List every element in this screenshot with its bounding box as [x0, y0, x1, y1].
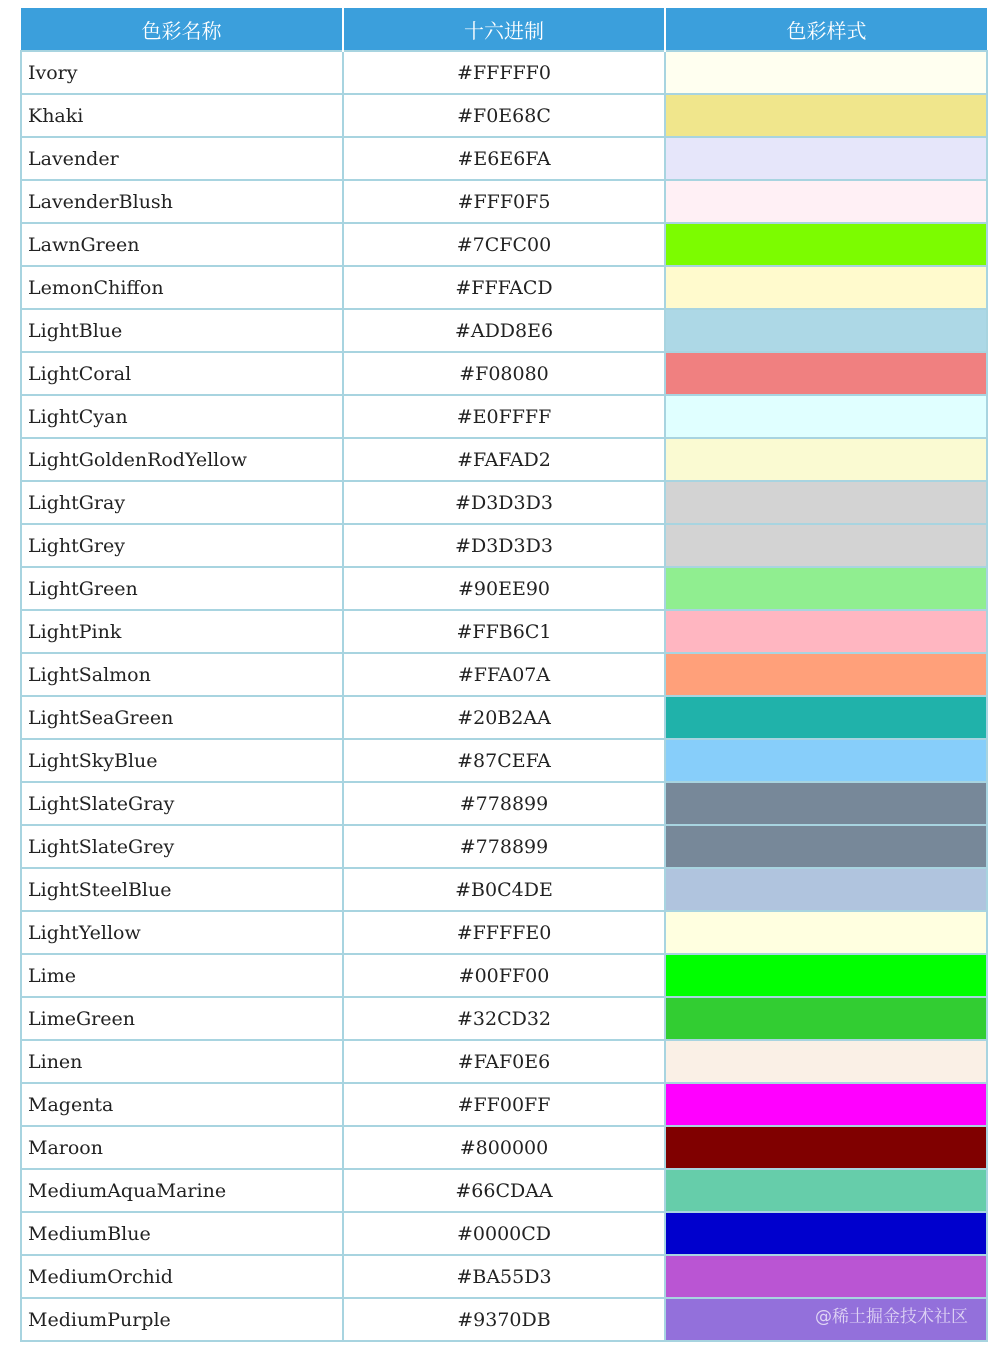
hex-code-cell: #00FF00	[343, 954, 665, 997]
table-row	[21, 911, 987, 954]
color-swatch	[665, 352, 987, 395]
hex-code-cell: #FFA07A	[343, 653, 665, 696]
table-row	[21, 997, 987, 1040]
table-row	[21, 352, 987, 395]
color-name-cell: LightYellow	[21, 911, 343, 954]
color-name-cell: LawnGreen	[21, 223, 343, 266]
table-row	[21, 696, 987, 739]
hex-code-cell: #32CD32	[343, 997, 665, 1040]
hex-code-cell: #778899	[343, 782, 665, 825]
table-header	[21, 8, 987, 51]
color-swatch	[665, 911, 987, 954]
color-swatch	[665, 825, 987, 868]
color-name-cell: LightGreen	[21, 567, 343, 610]
color-swatch	[665, 782, 987, 825]
color-name-cell: LightSeaGreen	[21, 696, 343, 739]
hex-code-cell: #FFFFE0	[343, 911, 665, 954]
table-row	[21, 1169, 987, 1212]
hex-code-cell: #FAFAD2	[343, 438, 665, 481]
hex-code-cell: #0000CD	[343, 1212, 665, 1255]
hex-code-cell: #90EE90	[343, 567, 665, 610]
hex-code-cell: #FAF0E6	[343, 1040, 665, 1083]
hex-code-cell: #7CFC00	[343, 223, 665, 266]
color-swatch	[665, 94, 987, 137]
watermark: @稀土掘金技术社区	[815, 1307, 968, 1327]
color-name-cell: MediumBlue	[21, 1212, 343, 1255]
color-swatch	[665, 137, 987, 180]
hex-code-cell: #ADD8E6	[343, 309, 665, 352]
table-row	[21, 1255, 987, 1298]
column-header-hex: 十六进制	[343, 8, 665, 51]
color-swatch	[665, 1083, 987, 1126]
hex-code-cell: #D3D3D3	[343, 524, 665, 567]
table-row	[21, 825, 987, 868]
table-row	[21, 1298, 987, 1341]
color-swatch	[665, 524, 987, 567]
color-swatch	[665, 1255, 987, 1298]
color-swatch	[665, 1169, 987, 1212]
column-header-name: 色彩名称	[21, 8, 343, 51]
color-swatch	[665, 997, 987, 1040]
color-swatch	[665, 266, 987, 309]
color-name-cell: LightBlue	[21, 309, 343, 352]
color-name-cell: LightCyan	[21, 395, 343, 438]
table-row	[21, 653, 987, 696]
color-swatch	[665, 1212, 987, 1255]
table-row	[21, 1083, 987, 1126]
hex-code-cell: #20B2AA	[343, 696, 665, 739]
table-body	[21, 51, 987, 1341]
hex-code-cell: #FFFFF0	[343, 51, 665, 94]
table-row	[21, 481, 987, 524]
header-row	[21, 8, 987, 51]
hex-code-cell: #FFFACD	[343, 266, 665, 309]
color-name-cell: MediumAquaMarine	[21, 1169, 343, 1212]
table-row	[21, 223, 987, 266]
table-row	[21, 395, 987, 438]
color-name-cell: LightSkyBlue	[21, 739, 343, 782]
hex-code-cell: #778899	[343, 825, 665, 868]
color-swatch	[665, 438, 987, 481]
color-swatch	[665, 1298, 987, 1341]
table-row	[21, 266, 987, 309]
color-name-cell: MediumOrchid	[21, 1255, 343, 1298]
color-name-cell: Lime	[21, 954, 343, 997]
table-row	[21, 954, 987, 997]
table-row	[21, 567, 987, 610]
color-name-cell: LightGray	[21, 481, 343, 524]
column-header-swatch: 色彩样式	[665, 8, 987, 51]
color-swatch	[665, 1040, 987, 1083]
color-swatch	[665, 309, 987, 352]
hex-code-cell: #FFF0F5	[343, 180, 665, 223]
color-swatch	[665, 610, 987, 653]
color-name-cell: Magenta	[21, 1083, 343, 1126]
color-name-cell: Khaki	[21, 94, 343, 137]
color-swatch	[665, 567, 987, 610]
color-name-cell: LightCoral	[21, 352, 343, 395]
color-name-cell: LightSlateGrey	[21, 825, 343, 868]
color-swatch	[665, 1126, 987, 1169]
hex-code-cell: #D3D3D3	[343, 481, 665, 524]
hex-code-cell: #F0E68C	[343, 94, 665, 137]
color-name-cell: LightGoldenRodYellow	[21, 438, 343, 481]
color-swatch	[665, 954, 987, 997]
color-name-cell: Lavender	[21, 137, 343, 180]
color-swatch	[665, 696, 987, 739]
color-name-cell: Maroon	[21, 1126, 343, 1169]
color-swatch	[665, 51, 987, 94]
table-row	[21, 782, 987, 825]
color-swatch	[665, 223, 987, 266]
hex-code-cell: #B0C4DE	[343, 868, 665, 911]
color-swatch	[665, 739, 987, 782]
table-row	[21, 94, 987, 137]
hex-code-cell: #FF00FF	[343, 1083, 665, 1126]
table-row	[21, 137, 987, 180]
color-table	[20, 8, 988, 1342]
hex-code-cell: #E0FFFF	[343, 395, 665, 438]
color-name-cell: LightSteelBlue	[21, 868, 343, 911]
table-row	[21, 51, 987, 94]
table-row	[21, 180, 987, 223]
color-name-cell: LimeGreen	[21, 997, 343, 1040]
hex-code-cell: #E6E6FA	[343, 137, 665, 180]
hex-code-cell: #87CEFA	[343, 739, 665, 782]
color-name-cell: MediumPurple	[21, 1298, 343, 1341]
hex-code-cell: #9370DB	[343, 1298, 665, 1341]
table-row	[21, 1040, 987, 1083]
color-swatch	[665, 868, 987, 911]
color-name-cell: LavenderBlush	[21, 180, 343, 223]
color-name-cell: LightPink	[21, 610, 343, 653]
hex-code-cell: #BA55D3	[343, 1255, 665, 1298]
hex-code-cell: #FFB6C1	[343, 610, 665, 653]
color-name-cell: Ivory	[21, 51, 343, 94]
color-swatch	[665, 395, 987, 438]
table-row	[21, 524, 987, 567]
hex-code-cell: #800000	[343, 1126, 665, 1169]
hex-code-cell: #66CDAA	[343, 1169, 665, 1212]
table-row	[21, 868, 987, 911]
color-swatch	[665, 653, 987, 696]
color-name-cell: LemonChiffon	[21, 266, 343, 309]
table-row	[21, 610, 987, 653]
color-swatch	[665, 180, 987, 223]
table-row	[21, 739, 987, 782]
color-name-cell: LightSalmon	[21, 653, 343, 696]
table-row	[21, 438, 987, 481]
color-name-cell: Linen	[21, 1040, 343, 1083]
color-swatch	[665, 481, 987, 524]
color-name-cell: LightGrey	[21, 524, 343, 567]
table-row	[21, 1126, 987, 1169]
table-row	[21, 1212, 987, 1255]
hex-code-cell: #F08080	[343, 352, 665, 395]
color-name-cell: LightSlateGray	[21, 782, 343, 825]
table-row	[21, 309, 987, 352]
